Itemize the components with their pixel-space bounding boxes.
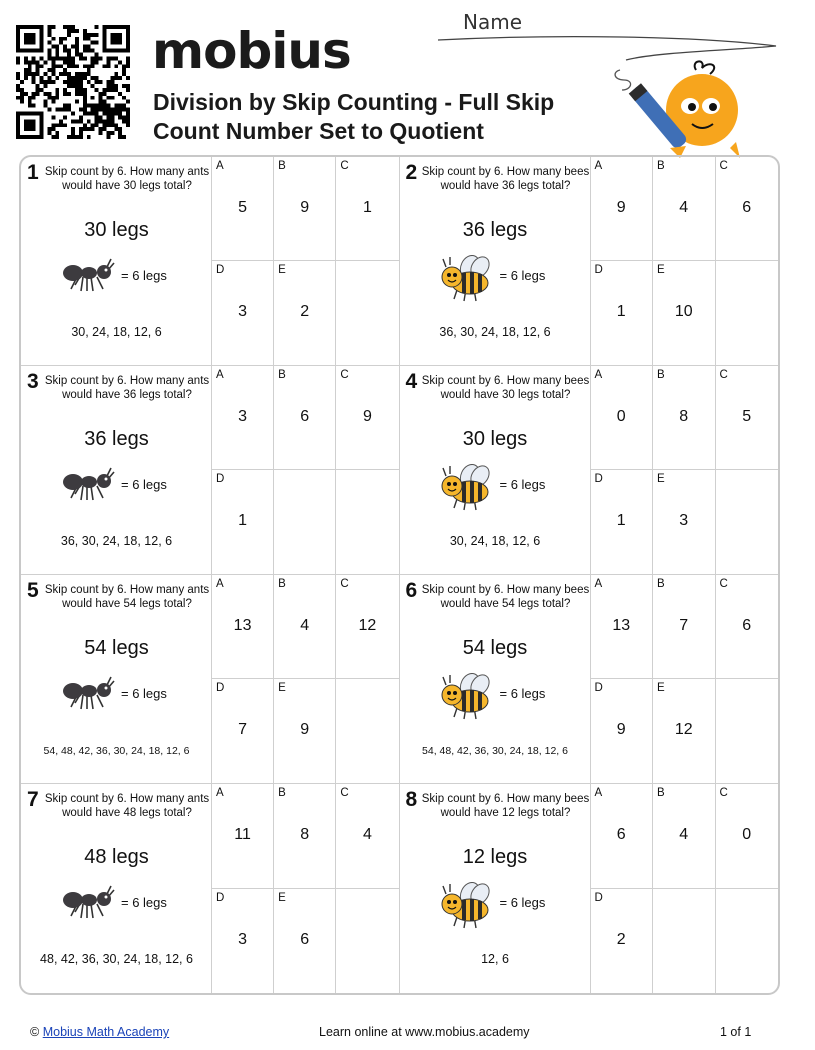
answer-choice-c[interactable] <box>336 575 398 679</box>
problem-number: 5 <box>27 579 39 602</box>
choice-letter: C <box>340 160 349 172</box>
choice-value: 4 <box>362 826 372 843</box>
choice-letter: C <box>340 787 349 799</box>
answer-choice-c[interactable] <box>716 575 779 679</box>
problem-number: 7 <box>27 788 39 811</box>
choice-value: 9 <box>362 408 372 425</box>
animal-picture <box>440 464 494 504</box>
choice-value: 0 <box>742 826 752 843</box>
choice-value: 7 <box>679 617 689 634</box>
choice-value: 1 <box>238 512 248 529</box>
animal-picture <box>61 673 115 713</box>
choice-value: 1 <box>616 512 626 529</box>
question-panel <box>21 575 212 783</box>
answer-choice-a[interactable] <box>212 366 274 470</box>
total-legs: 54 legs <box>84 637 149 659</box>
choice-value: 5 <box>742 408 752 425</box>
choice-letter: C <box>719 369 728 381</box>
legs-per-animal: = 6 legs <box>121 477 167 492</box>
choice-letter: A <box>216 369 224 381</box>
choice-letter: B <box>657 369 665 381</box>
choice-letter: E <box>278 682 286 694</box>
answer-choice-d[interactable] <box>591 261 654 365</box>
bee-icon <box>440 464 494 512</box>
answer-choice-c[interactable] <box>716 784 779 889</box>
choice-letter: D <box>216 682 225 694</box>
animal-picture <box>440 882 494 922</box>
choice-letter: C <box>340 578 349 590</box>
problem-cell <box>400 784 779 993</box>
answer-choice-c[interactable] <box>716 157 779 261</box>
choice-value: 2 <box>300 303 310 320</box>
answer-choice-c[interactable] <box>716 366 779 470</box>
answer-choice-empty <box>336 261 398 365</box>
problem-cell <box>400 575 779 784</box>
name-label: Name <box>463 10 523 34</box>
problem-number: 1 <box>27 161 39 184</box>
problem-number: 8 <box>405 788 418 811</box>
answer-choice-empty <box>716 889 779 994</box>
problem-number: 4 <box>405 370 418 393</box>
choice-value: 5 <box>238 199 248 216</box>
answer-choices <box>591 157 779 365</box>
answer-choices <box>212 157 399 365</box>
answer-choice-b[interactable] <box>274 366 336 470</box>
answer-choices <box>591 366 779 574</box>
answer-choice-b[interactable] <box>274 575 336 679</box>
answer-choice-d[interactable] <box>212 261 274 365</box>
legs-per-animal: = 6 legs <box>499 268 546 283</box>
choice-value: 12 <box>674 721 693 738</box>
choice-value: 3 <box>238 303 248 320</box>
total-legs: 30 legs <box>462 428 528 450</box>
skip-count-sequence: 12, 6 <box>481 952 509 966</box>
answer-choice-a[interactable] <box>591 157 654 261</box>
total-legs: 48 legs <box>84 846 149 868</box>
choice-letter: A <box>216 787 224 799</box>
skip-count-sequence: 30, 24, 18, 12, 6 <box>71 325 162 339</box>
choice-value: 2 <box>616 930 626 948</box>
choice-value: 6 <box>300 930 310 948</box>
choice-letter: B <box>278 787 286 799</box>
answer-choice-e[interactable] <box>653 679 716 783</box>
skip-count-sequence: 36, 30, 24, 18, 12, 6 <box>439 325 551 339</box>
mascot-illustration <box>610 50 760 160</box>
total-legs: 30 legs <box>84 219 149 241</box>
answer-choice-e[interactable] <box>653 470 716 574</box>
answer-choice-empty <box>274 470 336 574</box>
ant-icon <box>61 464 115 504</box>
answer-choice-d[interactable] <box>591 679 654 783</box>
choice-value: 10 <box>674 303 693 320</box>
footer-learn-online: Learn online at www.mobius.academy <box>319 1025 530 1039</box>
bee-icon <box>440 255 494 303</box>
problem-cell <box>21 366 400 575</box>
answer-choice-d[interactable] <box>212 470 274 574</box>
choice-value: 0 <box>616 408 626 425</box>
choice-letter: A <box>594 160 603 172</box>
mobius-academy-link[interactable]: Mobius Math Academy <box>42 1025 170 1039</box>
choice-letter: A <box>594 787 603 799</box>
total-legs: 12 legs <box>462 846 528 868</box>
copyright-symbol: © <box>30 1025 40 1039</box>
skip-count-sequence: 36, 30, 24, 18, 12, 6 <box>60 534 173 548</box>
choice-value: 13 <box>612 617 631 634</box>
answer-choice-c[interactable] <box>336 784 398 889</box>
answer-choice-empty <box>336 679 398 783</box>
question-panel <box>400 784 591 993</box>
answer-choice-c[interactable] <box>336 366 398 470</box>
question-text: Skip count by 6. How many bees would have 12 legs total? <box>421 793 590 819</box>
question-text: Skip count by 6. How many bees would have 54 legs total? <box>421 584 590 610</box>
choice-letter: A <box>594 369 603 381</box>
question-panel <box>21 157 212 365</box>
question-panel <box>400 157 591 365</box>
legs-per-animal: = 6 legs <box>499 686 546 701</box>
choice-letter: B <box>278 369 286 381</box>
answer-choice-b[interactable] <box>274 784 336 889</box>
total-legs: 36 legs <box>462 219 528 241</box>
choice-letter: B <box>657 160 665 172</box>
choice-value: 9 <box>300 199 310 216</box>
answer-choice-e[interactable] <box>274 679 336 783</box>
answer-choice-a[interactable] <box>591 784 654 889</box>
answer-choice-b[interactable] <box>274 157 336 261</box>
answer-choice-empty <box>653 889 716 994</box>
answer-choices <box>212 575 399 783</box>
choice-value: 3 <box>238 408 248 425</box>
choice-letter: A <box>216 578 224 590</box>
answer-choice-a[interactable] <box>212 784 274 889</box>
legs-per-animal: = 6 legs <box>499 895 546 910</box>
choice-value: 9 <box>616 721 626 738</box>
answer-choices <box>212 366 399 574</box>
choice-value: 6 <box>742 199 752 216</box>
choice-value: 3 <box>238 930 248 948</box>
choice-value: 12 <box>358 617 377 634</box>
choice-value: 6 <box>742 617 752 634</box>
question-text: Skip count by 6. How many bees would have 36 legs total? <box>421 166 590 192</box>
choice-letter: B <box>657 787 665 799</box>
ant-icon <box>61 882 115 922</box>
footer-page-number: 1 of 1 <box>720 1025 752 1039</box>
problem-number: 2 <box>405 161 418 184</box>
choice-letter: E <box>657 682 665 694</box>
answer-choice-e[interactable] <box>653 261 716 365</box>
answer-choice-b[interactable] <box>653 157 716 261</box>
answer-choice-empty <box>336 889 398 994</box>
answer-choice-a[interactable] <box>591 575 654 679</box>
choice-value: 6 <box>616 826 626 843</box>
bee-icon <box>440 882 494 930</box>
skip-count-sequence: 30, 24, 18, 12, 6 <box>449 534 541 548</box>
choice-letter: D <box>594 473 603 485</box>
question-text: Skip count by 6. How many ants would have 30 legs total? <box>44 166 210 192</box>
ant-icon <box>61 673 115 713</box>
choice-letter: E <box>657 264 665 276</box>
qr-code <box>16 25 130 139</box>
answer-choice-a[interactable] <box>212 575 274 679</box>
choice-letter: B <box>278 160 286 172</box>
choice-letter: D <box>594 264 603 276</box>
question-panel <box>21 366 212 574</box>
question-panel <box>400 575 591 783</box>
answer-choice-a[interactable] <box>591 366 654 470</box>
answer-choice-empty <box>336 470 398 574</box>
problem-cell <box>400 366 779 575</box>
animal-picture <box>61 882 115 922</box>
problem-cell <box>21 157 400 366</box>
choice-letter: D <box>216 473 225 485</box>
choice-letter: E <box>657 473 665 485</box>
choice-value: 3 <box>679 512 689 529</box>
choice-letter: D <box>216 891 225 904</box>
answer-choices <box>591 784 779 993</box>
answer-choice-empty <box>716 261 779 365</box>
worksheet-title: Division by Skip Counting - Full Skip Count Number Set to Quotient <box>153 89 555 144</box>
choice-letter: D <box>216 264 225 276</box>
answer-choice-b[interactable] <box>653 366 716 470</box>
answer-choices <box>591 575 779 783</box>
legs-per-animal: = 6 legs <box>121 895 167 910</box>
choice-letter: D <box>594 682 603 694</box>
choice-letter: C <box>719 578 728 590</box>
question-text: Skip count by 6. How many ants would have 48 legs total? <box>44 793 210 819</box>
mobius-logo: mobius <box>152 22 351 80</box>
choice-letter: B <box>278 578 286 590</box>
problem-number: 6 <box>405 579 418 602</box>
choice-value: 9 <box>616 199 626 216</box>
animal-picture <box>440 255 494 295</box>
choice-value: 8 <box>300 826 310 843</box>
choice-value: 11 <box>234 826 251 843</box>
skip-count-sequence: 54, 48, 42, 36, 30, 24, 18, 12, 6 <box>422 745 568 757</box>
choice-value: 7 <box>238 721 248 738</box>
legs-per-animal: = 6 legs <box>121 686 167 701</box>
answer-choice-empty <box>716 470 779 574</box>
problem-grid <box>19 155 780 995</box>
answer-choice-b[interactable] <box>653 575 716 679</box>
problem-cell <box>21 784 400 993</box>
choice-letter: A <box>216 160 224 172</box>
answer-choice-e[interactable] <box>274 889 336 994</box>
choice-value: 4 <box>679 826 689 843</box>
choice-value: 6 <box>300 408 310 425</box>
legs-per-animal: = 6 legs <box>499 477 546 492</box>
choice-value: 1 <box>616 303 626 320</box>
bee-icon <box>440 673 494 721</box>
answer-choice-d[interactable] <box>212 679 274 783</box>
choice-value: 4 <box>679 199 689 216</box>
choice-letter: C <box>719 787 728 799</box>
choice-value: 9 <box>300 721 310 738</box>
question-panel <box>21 784 212 993</box>
question-text: Skip count by 6. How many bees would have 30 legs total? <box>421 375 590 401</box>
animal-picture <box>61 255 115 295</box>
choice-letter: E <box>278 891 286 904</box>
skip-count-sequence: 54, 48, 42, 36, 30, 24, 18, 12, 6 <box>43 745 190 757</box>
answer-choice-a[interactable] <box>212 157 274 261</box>
animal-picture <box>440 673 494 713</box>
total-legs: 54 legs <box>462 637 528 659</box>
problem-number: 3 <box>27 370 39 393</box>
answer-choices <box>212 784 399 993</box>
total-legs: 36 legs <box>84 428 149 450</box>
choice-value: 1 <box>362 199 372 216</box>
answer-choice-empty <box>716 679 779 783</box>
animal-picture <box>61 464 115 504</box>
choice-letter: C <box>340 369 349 381</box>
question-text: Skip count by 6. How many ants would have 54 legs total? <box>44 584 210 610</box>
footer-copyright <box>30 1025 169 1039</box>
choice-value: 8 <box>679 408 689 425</box>
problem-cell <box>400 157 779 366</box>
answer-choice-d[interactable] <box>591 889 654 994</box>
answer-choice-d[interactable] <box>212 889 274 994</box>
choice-letter: A <box>594 578 603 590</box>
choice-value: 4 <box>300 617 310 634</box>
question-text: Skip count by 6. How many ants would have 36 legs total? <box>44 375 210 401</box>
answer-choice-b[interactable] <box>653 784 716 889</box>
question-panel <box>400 366 591 574</box>
problem-cell <box>21 575 400 784</box>
choice-letter: D <box>594 891 603 904</box>
choice-letter: C <box>719 160 728 172</box>
answer-choice-c[interactable] <box>336 157 398 261</box>
ant-icon <box>61 255 115 295</box>
answer-choice-d[interactable] <box>591 470 654 574</box>
choice-letter: E <box>278 264 286 276</box>
answer-choice-e[interactable] <box>274 261 336 365</box>
choice-value: 13 <box>233 617 252 634</box>
skip-count-sequence: 48, 42, 36, 30, 24, 18, 12, 6 <box>40 952 193 966</box>
choice-letter: B <box>657 578 665 590</box>
legs-per-animal: = 6 legs <box>121 268 167 283</box>
